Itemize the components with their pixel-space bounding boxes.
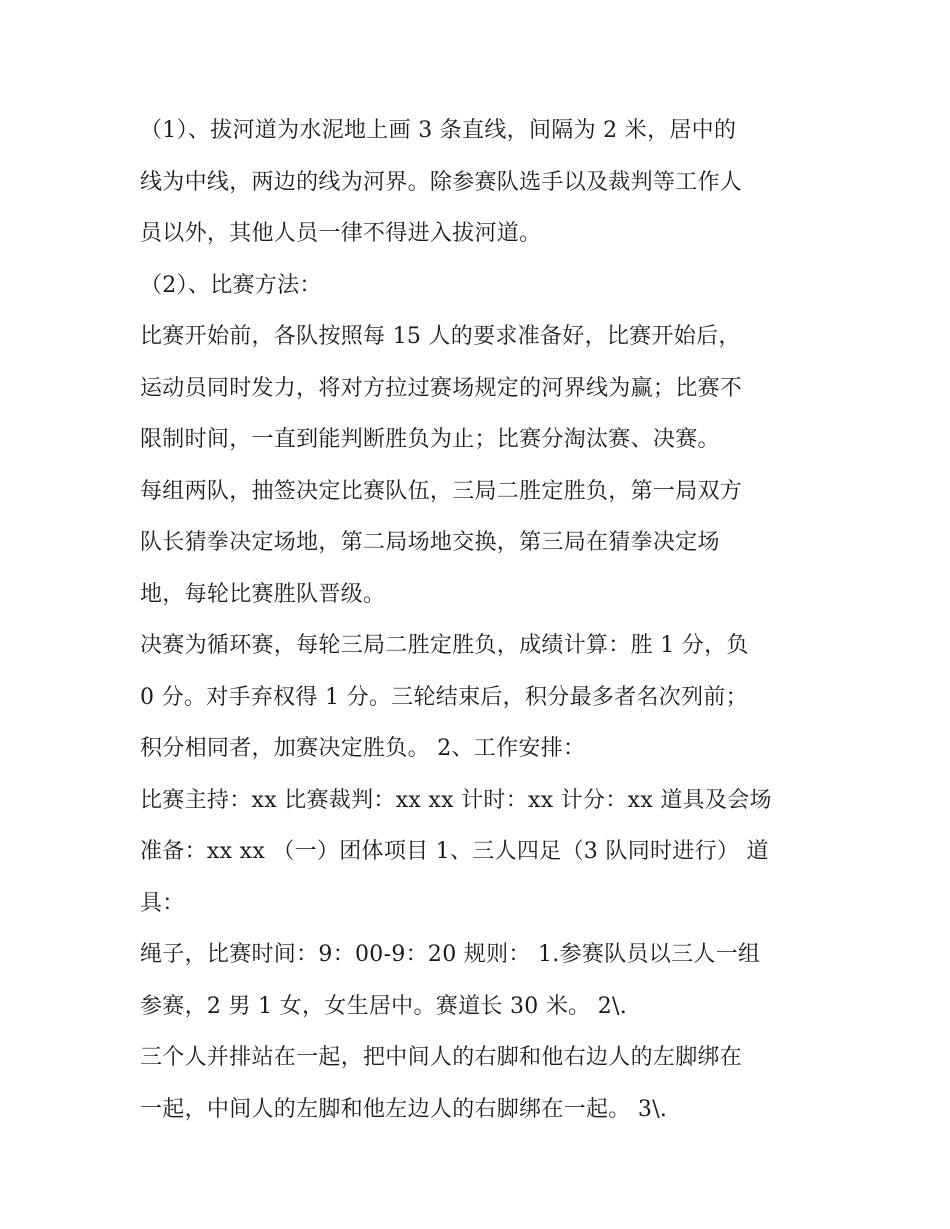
text-line: 比赛主持：xx 比赛裁判：xx xx 计时：xx 计分：xx 道具及会场 bbox=[140, 787, 772, 813]
text-line: 线为中线，两边的线为河界。除参赛队选手以及裁判等工作人 bbox=[140, 169, 743, 195]
text-line: 一起，中间人的左脚和他左边人的右脚绑在一起。 3\. bbox=[140, 1096, 668, 1122]
text-line: 队长猜拳决定场地，第二局场地交换，第三局在猜拳决定场 bbox=[140, 530, 720, 555]
text-line: 积分相同者，加赛决定胜负。 2、工作安排： bbox=[140, 736, 586, 761]
text-line: 具： bbox=[140, 890, 185, 916]
section-heading: （2）、比赛方法： bbox=[140, 272, 322, 298]
text-line: 准备：xx xx （一）团体项目 1、三人四足（3 队同时进行） 道 bbox=[140, 839, 769, 864]
document-body bbox=[140, 105, 820, 1135]
text-line: 员以外，其他人员一律不得进入拔河道。 bbox=[140, 221, 542, 246]
text-line: 0 分。对手弃权得 1 分。三轮结束后，积分最多者名次列前； bbox=[140, 684, 748, 710]
text-line: 三个人并排站在一起，把中间人的右脚和他右边人的左脚绑在 bbox=[140, 1045, 743, 1070]
text-line: 绳子，比赛时间：9：00-9：20 规则： 1.参赛队员以三人一组 bbox=[140, 942, 761, 967]
text-line: 限制时间，一直到能判断胜负为止；比赛分淘汰赛、决赛。 bbox=[140, 427, 720, 452]
text-line: 决赛为循环赛，每轮三局二胜定胜负，成绩计算：胜 1 分，负 bbox=[140, 633, 749, 658]
text-line: 比赛开始前，各队按照每 15 人的要求准备好，比赛开始后， bbox=[140, 324, 741, 349]
text-line: 地，每轮比赛胜队晋级。 bbox=[140, 581, 386, 607]
text-line: 参赛，2 男 1 女，女生居中。赛道长 30 米。 2\. bbox=[140, 993, 628, 1019]
text-line: （1）、拔河道为水泥地上画 3 条直线，间隔为 2 米，居中的 bbox=[140, 118, 737, 143]
text-line: 每组两队，抽签决定比赛队伍，三局二胜定胜负，第一局双方 bbox=[140, 478, 743, 504]
text-line: 运动员同时发力，将对方拉过赛场规定的河界线为赢；比赛不 bbox=[140, 375, 743, 401]
